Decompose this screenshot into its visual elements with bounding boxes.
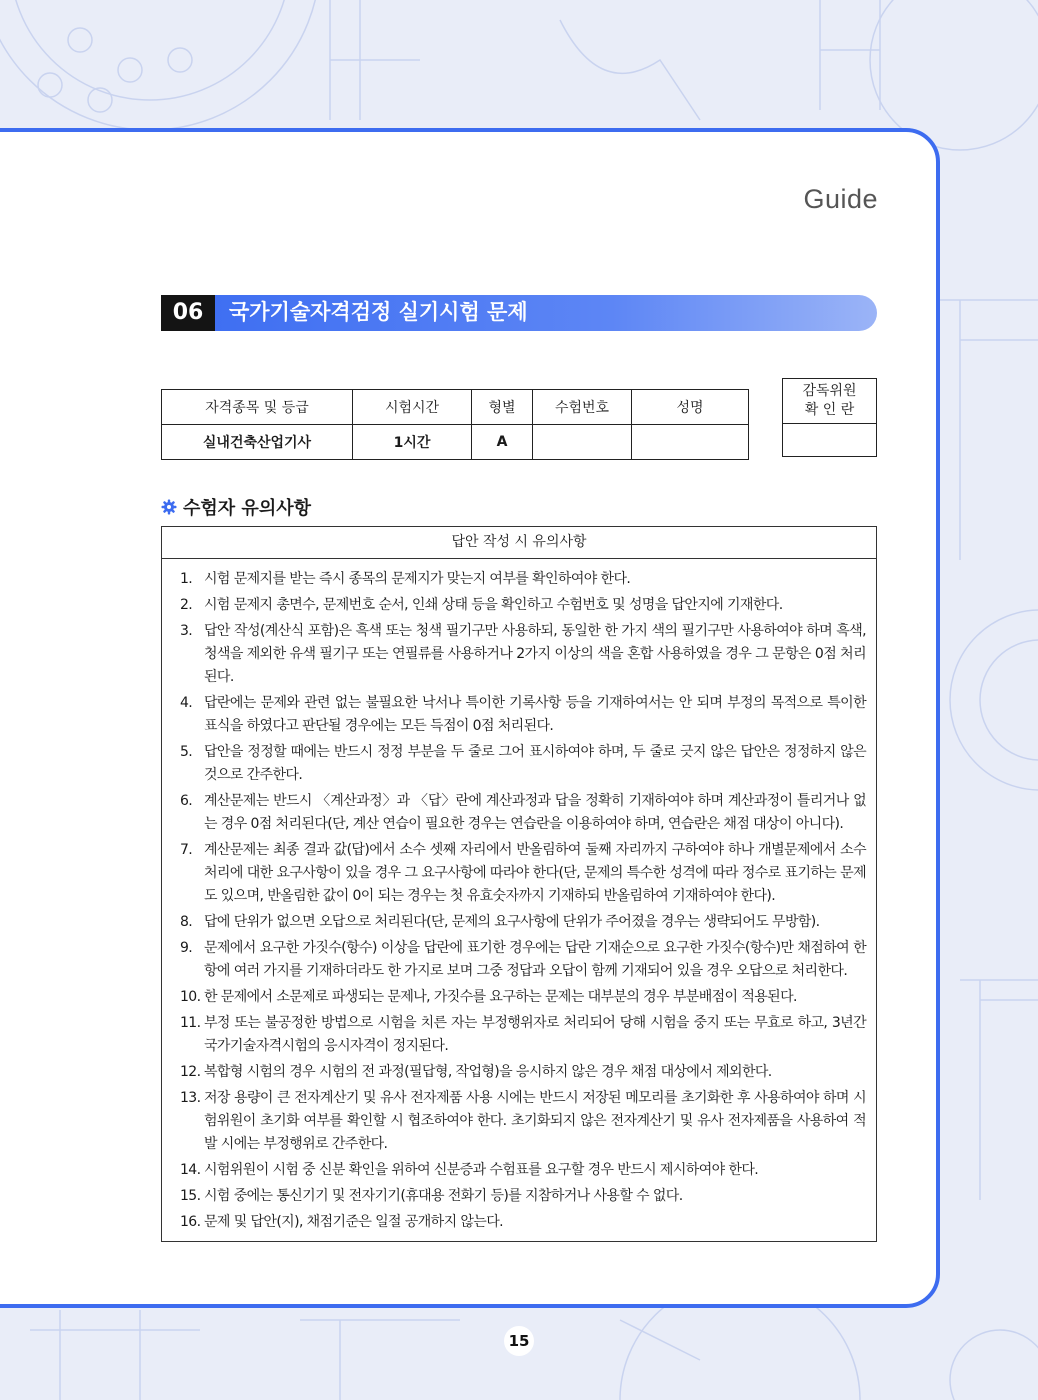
- rule-number: 16.: [180, 1214, 201, 1230]
- rule-number: 9.: [180, 940, 193, 956]
- rule-text: 시험 중에는 통신기기 및 전자기기(휴대용 전화기 등)를 지참하거나 사용할 수 없다.: [204, 1188, 683, 1204]
- exam-info-header-row: [162, 390, 749, 425]
- rule-text: 한 문제에서 소문제로 파생되는 문제나, 가짓수를 요구하는 문제는 대부분의 경우 부분배점이 적용된다.: [204, 989, 797, 1005]
- rule-text: 문제 및 답안(지), 채점기준은 일절 공개하지 않는다.: [204, 1214, 504, 1230]
- rule-item: [176, 568, 866, 591]
- rule-item: [176, 594, 866, 617]
- notice-heading-text: 수험자 유의사항: [183, 498, 311, 519]
- rule-number: 13.: [180, 1090, 201, 1106]
- rules-list: [162, 559, 876, 1234]
- value-cell-type: A: [472, 425, 533, 460]
- rule-number: 11.: [180, 1015, 201, 1031]
- section-title-bar: [215, 295, 877, 331]
- rule-text: 계산문제는 최종 결과 값(답)에서 소수 셋째 자리에서 반올림하여 둘째 자리까지 구하여야 하나 개별문제에서 소수 처리에 대한 요구사항이 있을 경우 그 요구사항에 따라야 한다(단, 문제의 특수한 성격에 따라 정수로 표기하는 문제도 있으며, 반올림한 값이 0이 되는 경우는 첫 유효숫자까지 기재하되 반올림하여 기재하여야 한다).: [204, 842, 866, 904]
- rule-number: 2.: [180, 597, 193, 613]
- rule-item: [176, 1159, 866, 1182]
- rule-text: 답란에는 문제와 관련 없는 불필요한 낙서나 특이한 기록사항 등을 기재하여서는 안 되며 부정의 목적으로 특이한 표식을 하였다고 판단될 경우에는 모든 득점이 0점 처리된다.: [204, 695, 866, 734]
- rule-number: 10.: [180, 989, 201, 1005]
- notice-box-title: 답안 작성 시 유의사항: [162, 527, 876, 559]
- rule-number: 12.: [180, 1064, 201, 1080]
- page-number: 15: [504, 1326, 534, 1356]
- rule-text: 저장 용량이 큰 전자계산기 및 유사 전자제품 사용 시에는 반드시 저장된 메모리를 초기화한 후 사용하여야 하며 시험위원이 초기화 여부를 확인할 시 협조하여야 한다. 초기화되지 않은 전자계산기 및 유사 전자제품을 사용하여 적발 시에는 부정행위로 간주한다.: [204, 1090, 866, 1152]
- exam-info-table: [161, 389, 749, 460]
- rule-item: [176, 937, 866, 983]
- gear-icon: [161, 499, 177, 515]
- rule-item: [176, 790, 866, 836]
- header-cell-type: 형별: [472, 390, 533, 425]
- rule-text: 시험 문제지 총면수, 문제번호 순서, 인쇄 상태 등을 확인하고 수험번호 및 성명을 답안지에 기재한다.: [204, 597, 783, 613]
- notice-box: [161, 526, 877, 1242]
- value-cell-time: 1시간: [353, 425, 472, 460]
- supervisor-confirm-signature-cell[interactable]: [783, 424, 877, 457]
- value-cell-qualification: 실내건축산업기사: [162, 425, 353, 460]
- rule-number: 8.: [180, 914, 193, 930]
- rule-number: 1.: [180, 571, 193, 587]
- rule-item: [176, 692, 866, 738]
- supervisor-confirm-box: [782, 378, 877, 457]
- rule-item: [176, 1012, 866, 1058]
- supervisor-confirm-line2: 확 인 란: [804, 402, 855, 418]
- rule-item: [176, 620, 866, 689]
- notice-heading: [161, 494, 311, 520]
- rule-item: [176, 839, 866, 908]
- supervisor-confirm-line1: 감독위원: [802, 383, 857, 399]
- rule-item: [176, 1185, 866, 1208]
- rule-number: 14.: [180, 1162, 201, 1178]
- header-cell-qualification: 자격종목 및 등급: [162, 390, 353, 425]
- rule-text: 답에 단위가 없으면 오답으로 처리된다(단, 문제의 요구사항에 단위가 주어졌을 경우는 생략되어도 무방함).: [204, 914, 820, 930]
- header-cell-exam-number: 수험번호: [533, 390, 632, 425]
- section-title: 국가기술자격검정 실기시험 문제: [229, 300, 528, 324]
- rule-number: 7.: [180, 842, 193, 858]
- rule-number: 6.: [180, 793, 193, 809]
- header-cell-name: 성명: [632, 390, 749, 425]
- rule-text: 시험 문제지를 받는 즉시 종목의 문제지가 맞는지 여부를 확인하여야 한다.: [204, 571, 631, 587]
- section-number: 06: [161, 295, 215, 331]
- value-cell-name[interactable]: [632, 425, 749, 460]
- exam-info-value-row: [162, 425, 749, 460]
- rule-number: 3.: [180, 623, 193, 639]
- rule-item: [176, 986, 866, 1009]
- rule-item: [176, 1211, 866, 1234]
- value-cell-exam-number[interactable]: [533, 425, 632, 460]
- guide-label: Guide: [803, 184, 878, 214]
- rule-text: 시험위원이 시험 중 신분 확인을 위하여 신분증과 수험표를 요구할 경우 반드시 제시하여야 한다.: [204, 1162, 759, 1178]
- rule-item: [176, 1087, 866, 1156]
- rule-item: [176, 741, 866, 787]
- rule-text: 답안 작성(계산식 포함)은 흑색 또는 청색 필기구만 사용하되, 동일한 한 가지 색의 필기구만 사용하여야 하며 흑색, 청색을 제외한 유색 필기구 또는 연필류를 사용하거나 2가지 이상의 색을 혼합 사용하였을 경우 그 문항은 0점 처리된다.: [204, 623, 866, 685]
- rule-number: 5.: [180, 744, 193, 760]
- header-cell-time: 시험시간: [353, 390, 472, 425]
- rule-item: [176, 911, 866, 934]
- supervisor-confirm-label: [783, 379, 877, 424]
- rule-number: 15.: [180, 1188, 201, 1204]
- rule-text: 문제에서 요구한 가짓수(항수) 이상을 답란에 표기한 경우에는 답란 기재순으로 요구한 가짓수(항수)만 채점하여 한 항에 여러 가지를 기재하더라도 한 가지로 보며 그중 정답과 오답이 함께 기재되어 있을 경우 오답으로 처리한다.: [204, 940, 866, 979]
- rule-text: 부정 또는 불공정한 방법으로 시험을 치른 자는 부정행위자로 처리되어 당해 시험을 중지 또는 무효로 하고, 3년간 국가기술자격시험의 응시자격이 정지된다.: [204, 1015, 866, 1054]
- rule-text: 계산문제는 반드시 〈계산과정〉과 〈답〉란에 계산과정과 답을 정확히 기재하여야 하며 계산과정이 틀리거나 없는 경우 0점 처리된다(단, 계산 연습이 필요한 경우는 연습란을 이용하여야 하며, 연습란은 채점 대상이 아니다).: [204, 793, 866, 832]
- rule-text: 복합형 시험의 경우 시험의 전 과정(필답형, 작업형)을 응시하지 않은 경우 채점 대상에서 제외한다.: [204, 1064, 772, 1080]
- rule-text: 답안을 정정할 때에는 반드시 정정 부분을 두 줄로 그어 표시하여야 하며, 두 줄로 긋지 않은 답안은 정정하지 않은 것으로 간주한다.: [204, 744, 866, 783]
- rule-number: 4.: [180, 695, 193, 711]
- section-heading: [161, 295, 877, 331]
- rule-item: [176, 1061, 866, 1084]
